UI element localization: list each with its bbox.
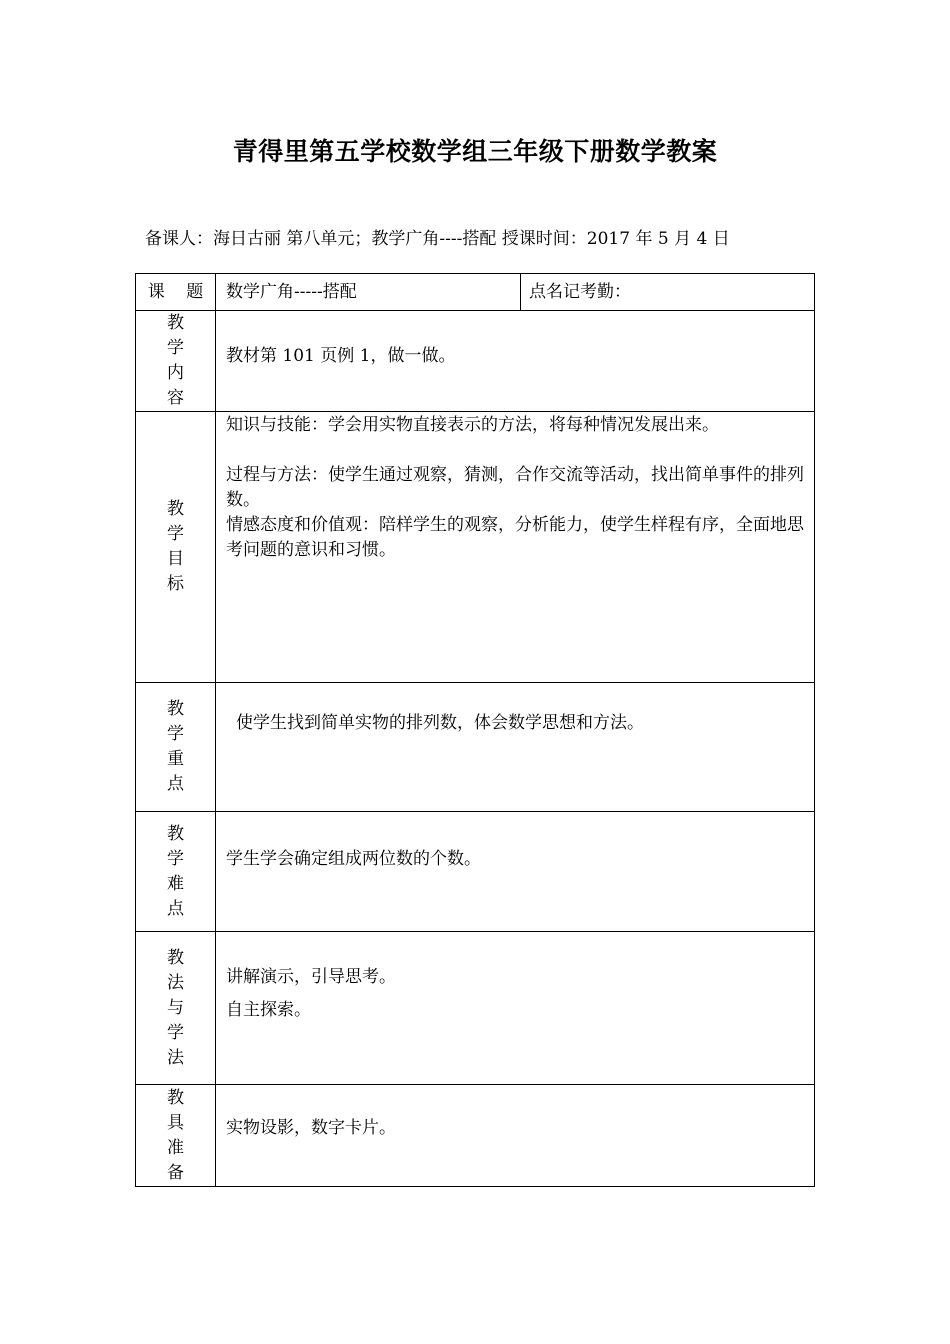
method-line: 讲解演示，引导思考。 — [226, 967, 396, 987]
table-row-key-points — [136, 683, 815, 812]
row-label: 教学重点 — [167, 699, 184, 794]
row-content-cell — [216, 932, 815, 1085]
meta-line: 备课人：海日古丽 第八单元；教学广角----搭配 授课时间：2017 年 5 月 4 日 — [145, 229, 730, 249]
goal-knowledge: 知识与技能：学会用实物直接表示的方法，将每种情况发展出来。 — [226, 415, 719, 435]
attendance-cell — [521, 274, 815, 311]
goal-process: 过程与方法：使学生通过观察，猜测，合作交流等活动，找出简单事件的排列数。 — [226, 465, 804, 510]
topic-value: 数学广角-----搭配 — [226, 281, 357, 302]
method-line: 自主探索。 — [226, 1000, 311, 1020]
goals-content — [216, 412, 814, 563]
row-label-cell — [136, 1085, 216, 1187]
row-content-cell — [216, 683, 815, 812]
row-label: 教学难点 — [167, 823, 184, 919]
row-label-cell — [136, 932, 216, 1085]
row-label: 教法与学法 — [167, 947, 184, 1068]
row-label-cell — [136, 812, 216, 932]
row-label-cell — [136, 683, 216, 812]
row-content-line: 实物设影，数字卡片。 — [226, 1118, 396, 1138]
table-row-goals — [136, 412, 815, 683]
topic-cell — [216, 274, 521, 311]
goal-attitude: 情感态度和价值观：陪样学生的观察，分析能力，使学生样程有序，全面地思考问题的意识和习惯。 — [226, 515, 804, 560]
row-label-cell — [136, 412, 216, 683]
table-row-materials — [136, 1085, 815, 1187]
table-row-difficulties — [136, 812, 815, 932]
page-title: 青得里第五学校数学组三年级下册数学教案 — [232, 137, 718, 166]
row-label: 教学内容 — [167, 313, 184, 408]
lesson-plan-table — [135, 273, 815, 1187]
methods-content — [216, 932, 814, 1027]
topic-label: 课 题 — [147, 282, 204, 302]
row-content-cell — [216, 812, 815, 932]
table-row-methods — [136, 932, 815, 1085]
topic-label-cell — [136, 274, 216, 311]
row-label: 教学目标 — [167, 499, 184, 594]
table-row-content — [136, 311, 815, 412]
row-content-cell — [216, 1085, 815, 1187]
row-label: 教具准备 — [167, 1087, 184, 1183]
row-content-cell — [216, 412, 815, 683]
table-row-topic — [136, 274, 815, 311]
row-content-line: 使学生找到简单实物的排列数，体会数学思想和方法。 — [236, 713, 644, 733]
row-label-cell — [136, 311, 216, 412]
row-content-line: 教材第 101 页例 1，做一做。 — [226, 345, 456, 366]
row-content-line: 学生学会确定组成两位数的个数。 — [226, 849, 481, 869]
attendance-label: 点名记考勤： — [529, 281, 631, 302]
row-content-cell — [216, 311, 815, 412]
